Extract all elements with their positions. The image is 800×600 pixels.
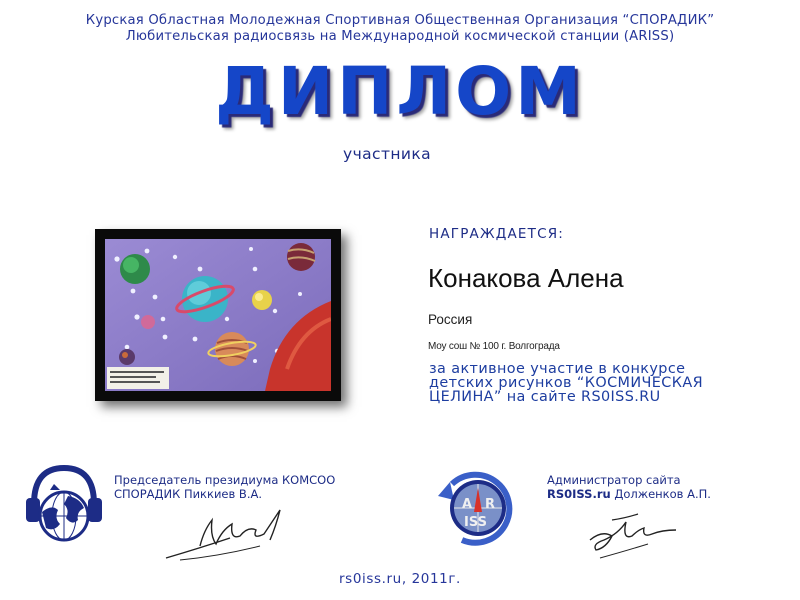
site-name: RS0ISS.ru bbox=[547, 487, 611, 501]
diploma-subtitle: участника bbox=[343, 145, 432, 163]
award-reason-line: за активное участие в конкурсе bbox=[429, 361, 686, 377]
ariss-logo-letter: A bbox=[462, 497, 473, 512]
chairman-title: Председатель президиума КОМСОО bbox=[114, 473, 336, 487]
organization-header: Курская Областная Молодежная Спортивная Общественная Организация “СПОРАДИК” bbox=[85, 13, 715, 28]
child-drawing-frame bbox=[95, 229, 341, 401]
space-drawing-image bbox=[105, 239, 331, 391]
award-reason-line: детских рисунков “КОСМИЧЕСКАЯ bbox=[429, 375, 704, 391]
award-reason-line: ЦЕЛИНА” на сайте RS0ISS.RU bbox=[429, 389, 661, 405]
footer-site-year: rs0iss.ru, 2011г. bbox=[339, 571, 461, 587]
chairman-name: СПОРАДИК Пиккиев В.А. bbox=[114, 487, 263, 501]
chairman-signature bbox=[160, 500, 300, 566]
admin-title: Администратор сайта bbox=[547, 473, 681, 487]
admin-name: Долженков А.П. bbox=[610, 487, 711, 501]
ariss-header: Любительская радиосвязь на Международной космической станции (ARISS) bbox=[125, 29, 675, 44]
recipient-school: Моу сош № 100 г. Волгограда bbox=[428, 341, 560, 352]
ariss-logo-text: ISS bbox=[464, 515, 487, 530]
awarded-label: НАГРАЖДАЕТСЯ: bbox=[429, 226, 565, 242]
recipient-name: Конакова Алена bbox=[428, 263, 624, 293]
admin-name-line bbox=[547, 487, 711, 501]
globe-headphones-logo bbox=[24, 460, 104, 552]
ariss-logo bbox=[432, 462, 522, 550]
admin-signature bbox=[582, 500, 692, 566]
recipient-country: Россия bbox=[428, 312, 473, 327]
diploma-title: ДИПЛОМ bbox=[215, 53, 585, 130]
ariss-logo-letter: R bbox=[485, 497, 496, 512]
